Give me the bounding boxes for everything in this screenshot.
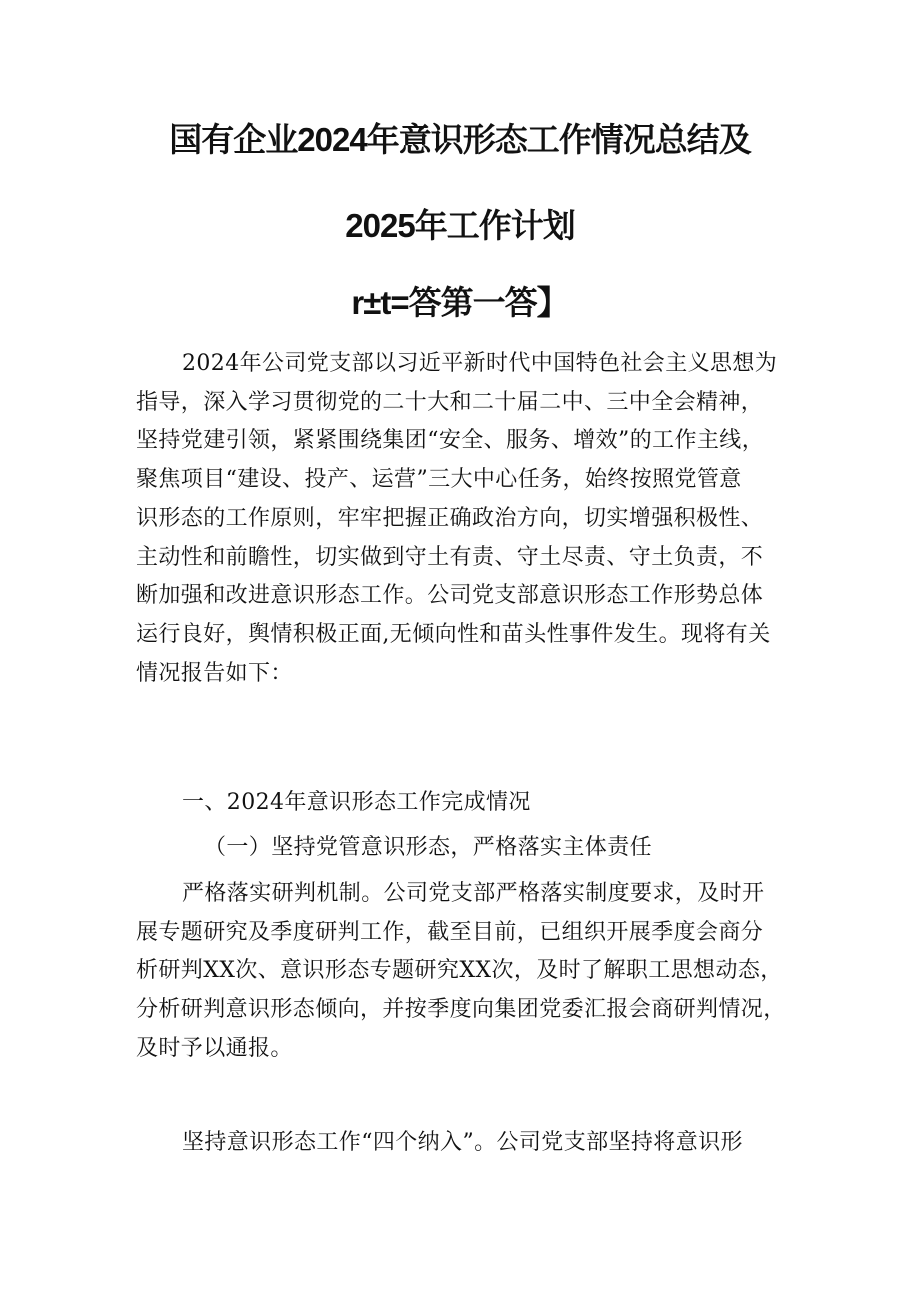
text-line: 坚持意识形态工作“四个纳入”。公司党支部坚持将意识形 (182, 1130, 743, 1155)
section-heading-2 (136, 829, 796, 868)
paragraph-four-inclusions (136, 1124, 796, 1163)
text-line: 指导，深入学习贯彻党的二十大和二十届二中、三中全会精神， (136, 389, 764, 415)
document-title-line-2: 2025年工作计划 (345, 207, 575, 244)
text-line: 析研判XX次、意识形态专题研究XX次，及时了解职工思想动态， (136, 958, 783, 984)
text-line: 严格落实研判机制。公司党支部严格落实制度要求，及时开 (182, 881, 765, 906)
heading-text: 一、2024年意识形态工作完成情况 (182, 790, 531, 815)
text-line: 坚持党建引领，紧紧围绕集团“安全、服务、增效”的工作主线， (136, 428, 765, 454)
document-subtitle: r±t=答第一答】 (351, 284, 569, 321)
text-line: 识形态的工作原则，牢牢把握正确政治方向，切实增强积极性、 (136, 505, 764, 531)
text-line: 运行良好，舆情积极正面,无倾向性和苗头性事件发生。现将有关 (136, 621, 771, 647)
document-title-line-1: 国有企业2024年意识形态工作情况总结及 (169, 121, 751, 158)
text-line: 及时予以通报。 (136, 1035, 293, 1061)
paragraph-intro (136, 345, 796, 693)
paragraph-research-mechanism (136, 875, 796, 1069)
text-line: 断加强和改进意识形态工作。公司党支部意识形态工作形势总体 (136, 583, 764, 609)
text-line: 情况报告如下： (136, 660, 293, 686)
text-line: 展专题研究及季度研判工作，截至目前，已组织开展季度会商分 (136, 919, 764, 945)
text-line: 分析研判意识形态倾向，并按季度向集团党委汇报会商研判情况， (136, 997, 786, 1023)
heading-text: （一）坚持党管意识形态，严格落实主体责任 (204, 835, 653, 860)
section-heading-1 (136, 784, 796, 823)
text-line: 2024年公司党支部以习近平新时代中国特色社会主义思想为 (182, 351, 778, 376)
text-line: 主动性和前瞻性，切实做到守土有责、守土尽责、守土负责，不 (136, 544, 764, 570)
text-line: 聚焦项目“建设、投产、运营”三大中心任务，始终按照党管意 (136, 467, 742, 493)
